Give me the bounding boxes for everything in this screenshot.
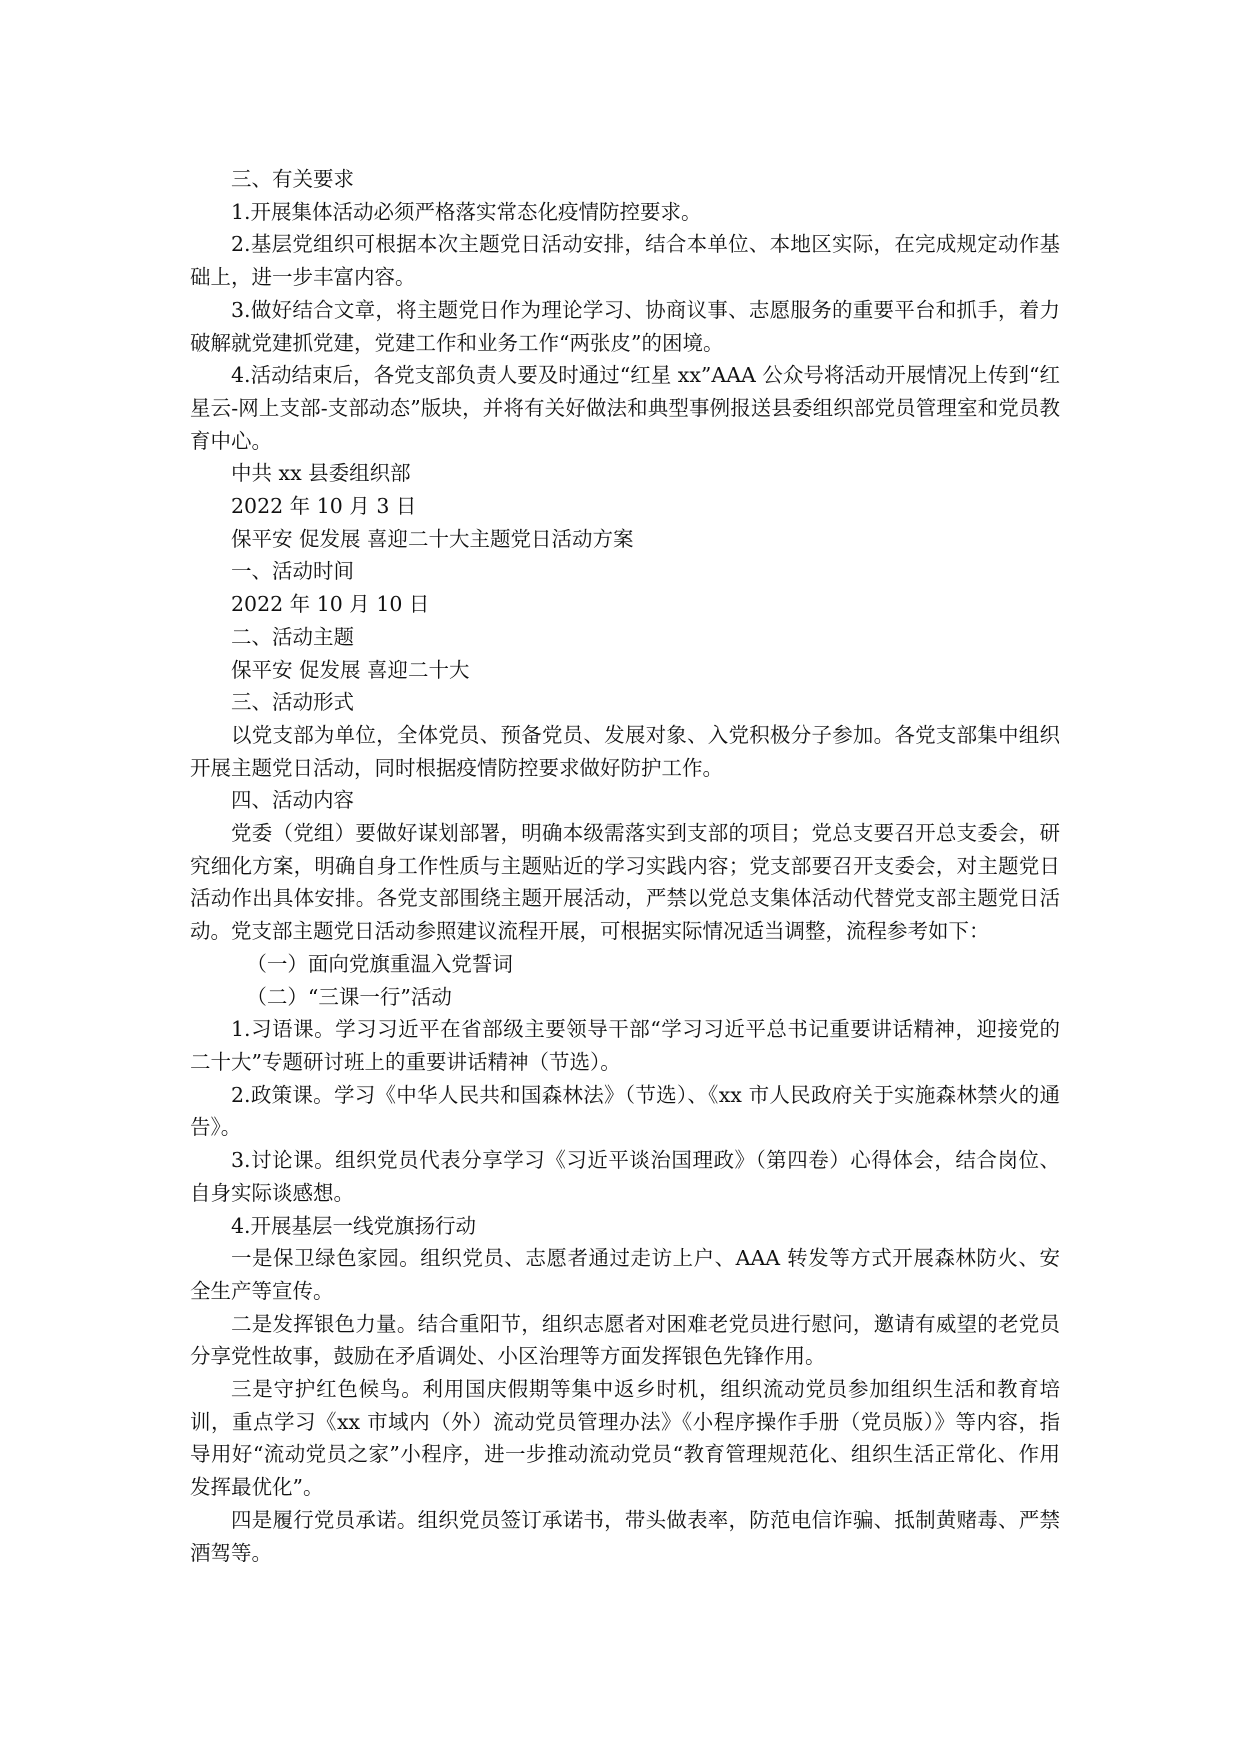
lesson-item-1: 1.习语课。学习习近平在省部级主要领导干部“学习习近平总书记重要讲话精神，迎接党的二十大”专题研讨班上的重要讲话精神（节选）。 [190,1017,1060,1074]
subsection-three-lessons: （二）“三课一行”活动 [246,984,452,1009]
requirement-item-3: 3.做好结合文章，将主题党日作为理论学习、协商议事、志愿服务的重要平台和抓手，着力破解就党建抓党建，党建工作和业务工作“两张皮”的困境。 [190,297,1060,355]
action-item-red: 三是守护红色候鸟。利用国庆假期等集中返乡时机，组织流动党员参加组织生活和教育培训，重点学习《xx 市域内（外）流动党员管理办法》《小程序操作手册（党员版）》等内容，指导用好“流动党员之家”小程序，进一步推动流动党员“教育管理规范化、组织生活正常化、作用发挥最优化”。 [190,1377,1060,1500]
format-paragraph: 以党支部为单位，全体党员、预备党员、发展对象、入党积极分子参加。各党支部集中组织开展主题党日活动，同时根据疫情防控要求做好防护工作。 [190,722,1060,780]
action-item-silver: 二是发挥银色力量。结合重阳节，组织志愿者对困难老党员进行慰问，邀请有威望的老党员分享党性故事，鼓励在矛盾调处、小区治理等方面发挥银色先锋作用。 [190,1311,1060,1369]
subsection-oath: （一）面向党旗重温入党誓词 [246,951,513,976]
content-paragraph: 党委（党组）要做好谋划部署，明确本级需落实到支部的项目；党总支要召开总支委会，研究细化方案，明确自身工作性质与主题贴近的学习实践内容；党支部要召开支委会，对主题党日活动作出具体安排。各党支部围绕主题开展活动，严禁以党总支集体活动代替党支部主题党日活动。党支部主题党日活动参照建议流程开展，可根据实际情况适当调整，流程参考如下： [190,821,1060,944]
activity-theme: 保平安 促发展 喜迎二十大 [231,657,470,682]
activity-date: 2022 年 10 月 10 日 [231,592,430,617]
lesson-item-4: 4.开展基层一线党旗扬行动 [231,1213,477,1238]
action-item-green: 一是保卫绿色家园。组织党员、志愿者通过走访上户、AAA 转发等方式开展森林防火、安全生产等宣传。 [190,1246,1060,1303]
issuer-name: 中共 xx 县委组织部 [231,461,411,486]
section-heading-theme: 二、活动主题 [231,624,354,649]
lesson-item-2: 2.政策课。学习《中华人民共和国森林法》（节选）、《xx 市人民政府关于实施森林禁火的通告》。 [190,1082,1060,1140]
requirement-item-2: 2.基层党组织可根据本次主题党日活动安排，结合本单位、本地区实际，在完成规定动作基础上，进一步丰富内容。 [190,232,1060,290]
section-heading-format: 三、活动形式 [231,690,354,715]
document-page [190,163,1060,1569]
section-heading-time: 一、活动时间 [231,559,354,584]
section-heading-requirements: 三、有关要求 [231,167,354,191]
lesson-item-3: 3.讨论课。组织党员代表分享学习《习近平谈治国理政》（第四卷）心得体会，结合岗位、自身实际谈感想。 [190,1148,1060,1205]
section-heading-content: 四、活动内容 [231,788,354,813]
requirement-item-4: 4.活动结束后，各党支部负责人要及时通过“红星 xx”AAA 公众号将活动开展情况上传到“红星云-网上支部-支部动态”版块，并将有关好做法和典型事例报送县委组织部党员管理室和党员教育中心。 [190,363,1060,453]
issue-date: 2022 年 10 月 3 日 [231,494,417,519]
plan-title: 保平安 促发展 喜迎二十大主题党日活动方案 [231,526,634,551]
action-item-promise: 四是履行党员承诺。组织党员签订承诺书，带头做表率，防范电信诈骗、抵制黄赌毒、严禁酒驾等。 [190,1507,1060,1565]
requirement-item-1: 1.开展集体活动必须严格落实常态化疫情防控要求。 [231,199,702,224]
